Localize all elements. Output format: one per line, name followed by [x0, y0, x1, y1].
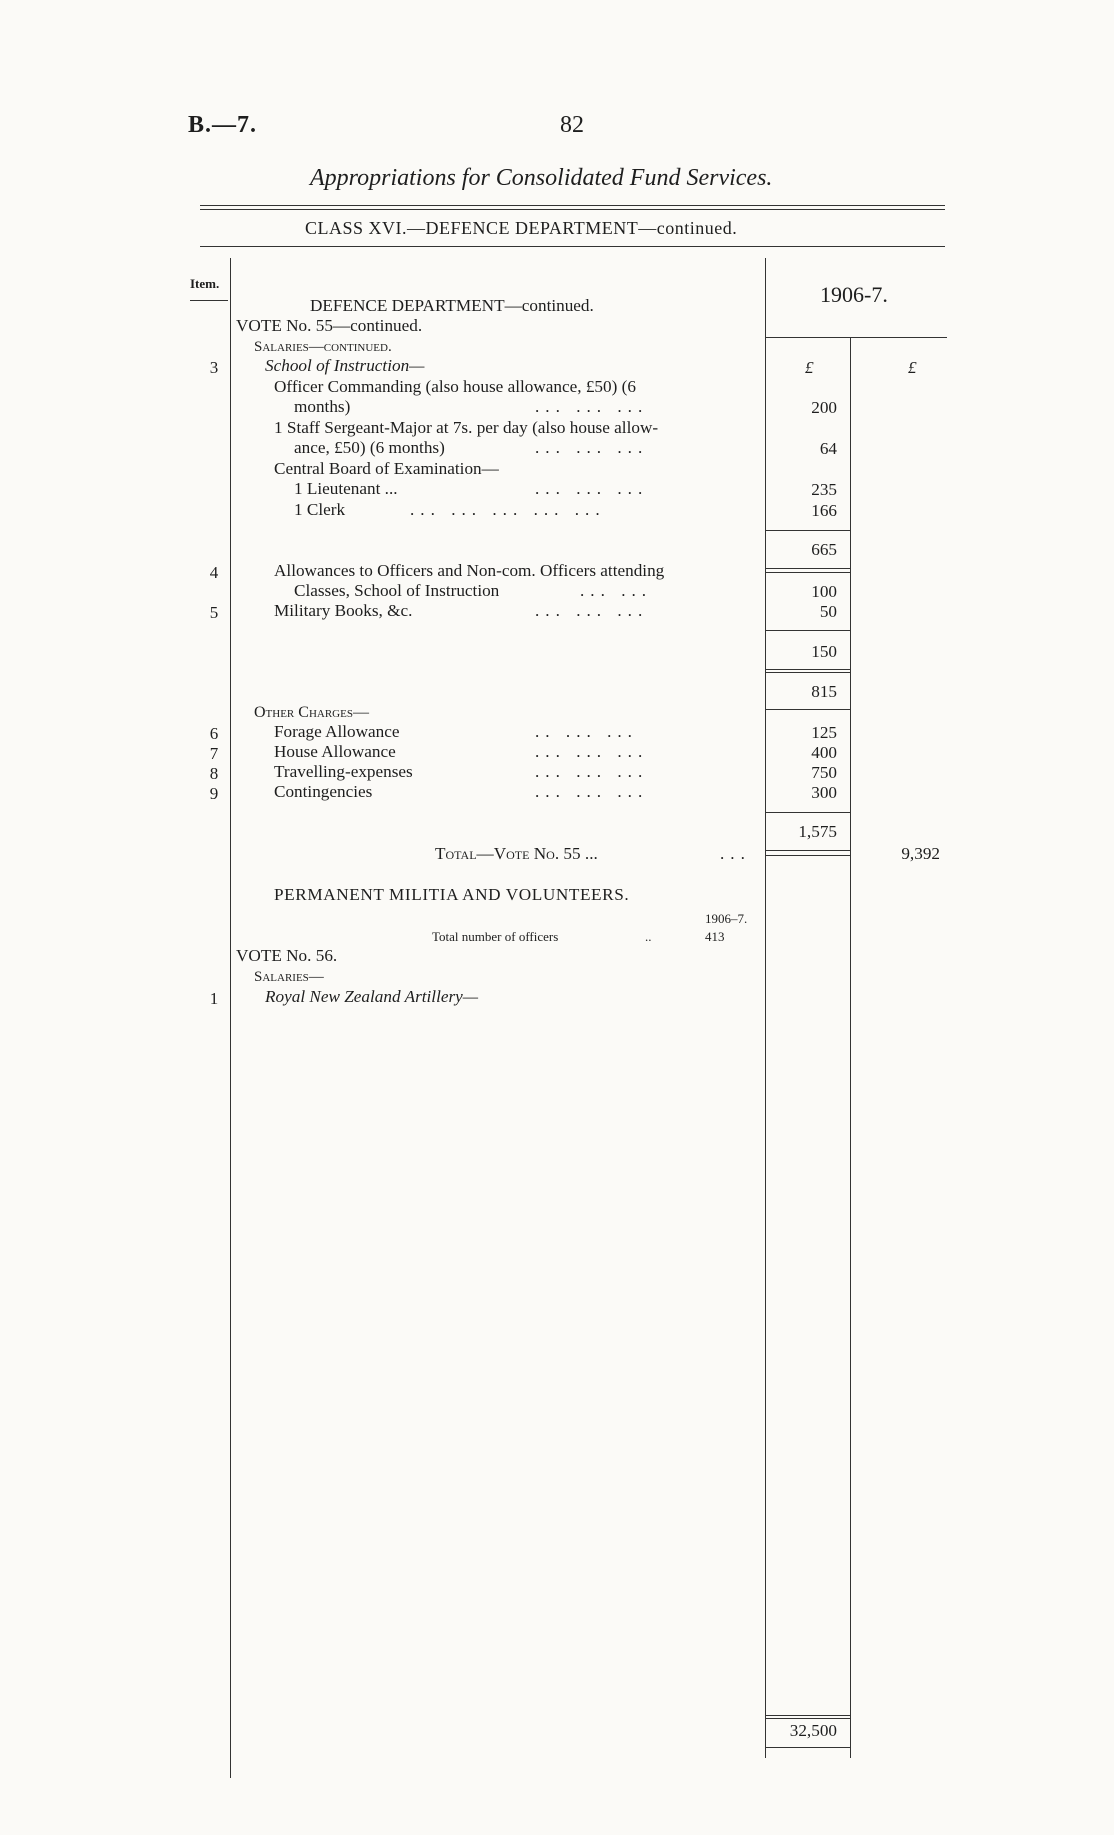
line-text: months): [294, 397, 351, 416]
item-number: 4: [209, 563, 219, 582]
amount: 166: [811, 501, 837, 520]
class-heading: CLASS XVI.—DEFENCE DEPARTMENT—continued.: [305, 218, 738, 238]
militia-total: 32,500: [789, 1721, 837, 1740]
officers-label: Total number of officers: [432, 929, 559, 944]
subtotal-rule: [765, 855, 850, 856]
page-number: 82: [560, 112, 584, 138]
vote-55-total: 9,392: [901, 844, 940, 863]
subtotal-rule: [765, 1715, 850, 1716]
other-charges-heading: Other Charges—: [254, 704, 369, 721]
school-heading: School of Instruction—: [265, 356, 425, 375]
item-number: 9: [209, 784, 219, 803]
leader-dots: ..: [645, 929, 652, 944]
amount: 100: [811, 582, 837, 601]
amount: 400: [811, 743, 837, 762]
line-text: 1 Staff Sergeant-Major at 7s. per day (also house allow-: [274, 418, 659, 437]
vote-55-heading: VOTE No. 55—continued.: [236, 316, 423, 335]
subtotal: 815: [811, 682, 837, 701]
leader-dots: ... ... ...: [535, 601, 649, 620]
line-text: Allowances to Officers and Non-com. Officers attending: [274, 561, 665, 580]
pound-sign-1: £: [805, 358, 814, 377]
leader-dots: ... ... ... ... ...: [410, 500, 606, 519]
subtotal: 1,575: [798, 822, 837, 841]
salaries-heading: Salaries—continued.: [254, 339, 392, 355]
officers-value: 413: [705, 929, 725, 944]
leader-dots: ... ... ...: [535, 397, 649, 416]
line-text: 1 Lieutenant ...: [294, 479, 398, 498]
item-column-header: Item.: [190, 276, 220, 291]
pound-sign-2: £: [908, 358, 917, 377]
leader-dots: ... ... ...: [535, 479, 649, 498]
col-divider-total: [850, 338, 851, 1758]
item-number: 7: [209, 744, 219, 763]
salaries-heading: Salaries—: [254, 969, 324, 985]
leader-dots: ... ...: [580, 581, 653, 600]
amount: 125: [811, 723, 837, 742]
leader-dots: .. ... ...: [535, 722, 638, 741]
item-number: 8: [209, 764, 219, 783]
rule-top: [200, 205, 945, 206]
item-number: 6: [209, 724, 219, 743]
line-text: Contingencies: [274, 782, 373, 801]
subtotal-rule: [765, 672, 850, 673]
rule-class: [200, 246, 945, 247]
line-text: Forage Allowance: [274, 722, 400, 741]
subtotal-rule: [765, 572, 850, 573]
amount: 200: [811, 398, 837, 417]
item-header-rule: [190, 300, 228, 301]
amount: 50: [819, 602, 837, 621]
subtotal-rule: [765, 630, 850, 631]
line-text: Central Board of Examination—: [274, 459, 499, 478]
line-text: Officer Commanding (also house allowance, £50) (6: [274, 377, 636, 396]
subtotal-rule: [765, 812, 850, 813]
subtotal-rule: [765, 530, 850, 531]
amount: 64: [819, 439, 837, 458]
line-text: Military Books, &c.: [274, 601, 413, 620]
year-header-rule: [765, 337, 947, 338]
subtotal: 665: [811, 540, 837, 559]
item-number: 3: [209, 358, 219, 377]
leader-dots: ... ... ...: [535, 438, 649, 457]
subtotal: 150: [811, 642, 837, 661]
item-number: 1: [209, 989, 219, 1008]
line-text: ance, £50) (6 months): [294, 438, 445, 457]
rnza-heading: Royal New Zealand Artillery—: [265, 987, 479, 1006]
line-text: 1 Clerk: [294, 500, 346, 519]
vote-55-total-label: Total—Vote No. 55 ...: [435, 844, 598, 863]
line-text: Classes, School of Instruction: [294, 581, 500, 600]
section-heading-militia: PERMANENT MILITIA AND VOLUNTEERS.: [274, 885, 630, 904]
amount: 235: [811, 480, 837, 499]
leader-dots: ... ... ...: [535, 782, 649, 801]
page-title: Appropriations for Consolidated Fund Services.: [310, 165, 773, 191]
leader-dots: ...: [720, 844, 751, 863]
officers-year: 1906–7.: [705, 911, 748, 926]
subtotal-rule: [765, 709, 850, 710]
subtotal-rule: [765, 1718, 850, 1719]
line-text: Travelling-expenses: [274, 762, 413, 781]
col-divider-item: [230, 258, 231, 1778]
amount: 750: [811, 763, 837, 782]
line-text: House Allowance: [274, 742, 396, 761]
leader-dots: ... ... ...: [535, 742, 649, 761]
section-heading-defence: DEFENCE DEPARTMENT—continued.: [310, 296, 594, 315]
amount: 300: [811, 783, 837, 802]
subtotal-rule: [765, 850, 850, 851]
document-reference: B.—7.: [188, 112, 258, 138]
vote-56-heading: VOTE No. 56.: [236, 946, 338, 965]
rule-top-2: [200, 209, 945, 210]
leader-dots: ... ... ...: [535, 762, 649, 781]
subtotal-rule: [765, 568, 850, 569]
year-column-header: 1906-7.: [820, 282, 888, 307]
subtotal-rule: [765, 669, 850, 670]
item-number: 5: [209, 603, 219, 622]
subtotal-rule: [765, 1747, 850, 1748]
